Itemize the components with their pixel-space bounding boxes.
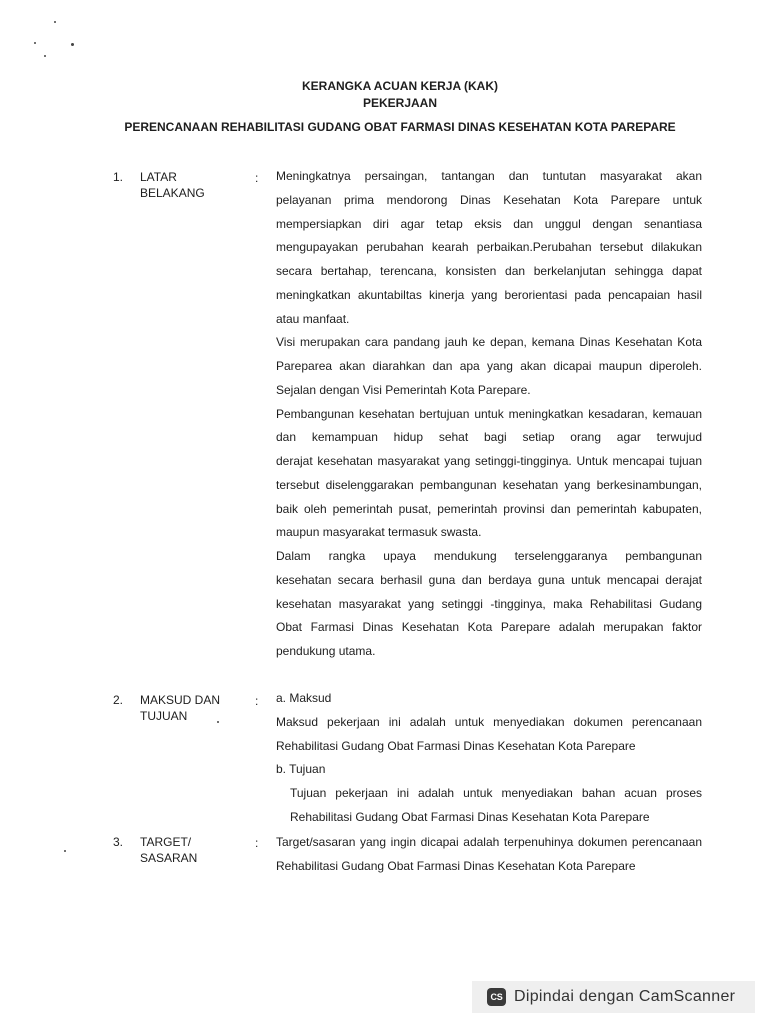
paragraph <box>276 165 702 331</box>
text-line: baik oleh pemerintah pusat, pemerintah provinsi dan pemerintah kabupaten, <box>276 501 702 516</box>
section-label-line: BELAKANG <box>140 186 205 200</box>
section-label <box>140 834 197 866</box>
section-number: 1. <box>113 170 124 184</box>
section-label-line: LATAR <box>140 170 177 184</box>
section-label <box>140 169 205 201</box>
sub-item-heading: a. Maksud <box>276 691 332 705</box>
section-label <box>140 692 220 724</box>
text-line: Dalam rangka upaya mendukung terselenggaranya pembangunan <box>276 549 702 563</box>
text-line: mempersiapkan diri agar tetap eksis dan unggul dengan senantiasa <box>276 216 702 231</box>
text-line: Target/sasaran yang ingin dicapai adalah terpenuhinya dokumen perencanaan <box>276 835 702 849</box>
sub-item-maksud <box>276 687 702 758</box>
text-line: derajat kesehatan masyarakat yang setinggi-tingginya. Untuk mencapai tujuan <box>276 454 702 468</box>
paragraph <box>276 331 702 402</box>
section-colon: : <box>255 836 259 850</box>
text-line: mengupayakan perubahan kearah perbaikan.Perubahan tersebut dilakukan <box>276 240 702 255</box>
paragraph <box>276 403 702 546</box>
section-label-line: MAKSUD DAN <box>140 693 221 707</box>
watermark-text: Dipindai dengan CamScanner <box>514 988 736 1005</box>
text-line: Sejalan dengan Visi Pemerintah Kota Parepare. <box>276 382 531 397</box>
text-line: pendukung utama. <box>276 644 376 658</box>
sub-item-heading: b. Tujuan <box>276 762 326 777</box>
scan-speck <box>64 850 66 852</box>
text-line: Meningkatnya persaingan, tantangan dan tuntutan masyarakat akan <box>276 169 702 183</box>
text-line: Obat Farmasi Dinas Kesehatan Kota Parepare adalah merupakan faktor <box>276 620 702 635</box>
text-line: Visi merupakan cara pandang jauh ke depan, kemana Dinas Kesehatan Kota <box>276 335 702 350</box>
text-line: tersebut diselenggarakan pembangunan kesehatan yang berkesinambungan, <box>276 477 702 492</box>
text-line: Pareparea akan diarahkan dan apa yang akan dicapai maupun diperoleh. <box>276 359 702 373</box>
section-body <box>276 687 702 830</box>
scan-speck <box>44 55 46 57</box>
text-line: maupun masyarakat termasuk swasta. <box>276 525 482 540</box>
paragraph <box>276 545 702 664</box>
section-number: 3. <box>113 835 124 849</box>
section-label-line: TUJUAN <box>140 709 188 723</box>
section-body <box>276 831 702 879</box>
section-body <box>276 165 702 664</box>
scan-speck <box>217 721 219 723</box>
scan-speck <box>71 43 74 46</box>
text-line: Maksud pekerjaan ini adalah untuk menyediakan dokumen perencanaan <box>276 714 702 729</box>
text-line: Rehabilitasi Gudang Obat Farmasi Dinas Kesehatan Kota Parepare <box>276 858 636 873</box>
section-colon: : <box>255 171 259 185</box>
text-line: meningkatkan akuntabiltas kinerja yang berorientasi pada pencapaian hasil <box>276 287 702 302</box>
text-line: secara bertahap, terencana, konsisten dan berkelanjutan sehingga dapat <box>276 264 702 278</box>
camscanner-logo-icon: CS <box>487 988 506 1006</box>
section-label-line: SASARAN <box>140 851 198 865</box>
project-title: PERENCANAAN REHABILITASI GUDANG OBAT FARMASI DINAS KESEHATAN KOTA PAREPARE <box>124 120 676 134</box>
text-line: pelayanan prima mendorong Dinas Kesehatan Kota Parepare untuk <box>276 192 702 207</box>
text-line: Tujuan pekerjaan ini adalah untuk menyediakan bahan acuan proses <box>290 786 702 800</box>
section-label-line: TARGET/ <box>140 835 192 849</box>
camscanner-watermark <box>472 981 755 1013</box>
scan-speck <box>34 42 36 44</box>
section-number: 2. <box>113 693 124 707</box>
text-line: kesehatan masyarakat yang setinggi -tingginya, maka Rehabilitasi Gudang <box>276 596 702 611</box>
text-line: Rehabilitasi Gudang Obat Farmasi Dinas Kesehatan Kota Parepare <box>276 738 636 753</box>
scan-speck <box>54 21 56 23</box>
document-subtitle: PEKERJAAN <box>362 96 437 110</box>
section-colon: : <box>255 694 259 708</box>
text-line: atau manfaat. <box>276 311 350 326</box>
text-line: kesehatan secara berhasil guna dan berdaya guna untuk mencapai derajat <box>276 572 702 587</box>
document-title: KERANGKA ACUAN KERJA (KAK) <box>302 79 498 93</box>
sub-item-tujuan <box>276 758 702 829</box>
text-line: dan kemampuan hidup sehat bagi setiap orang agar terwujud <box>276 430 702 445</box>
text-line: Rehabilitasi Gudang Obat Farmasi Dinas Kesehatan Kota Parepare <box>290 809 650 824</box>
text-line: Pembangunan kesehatan bertujuan untuk meningkatkan kesadaran, kemauan <box>276 406 702 421</box>
